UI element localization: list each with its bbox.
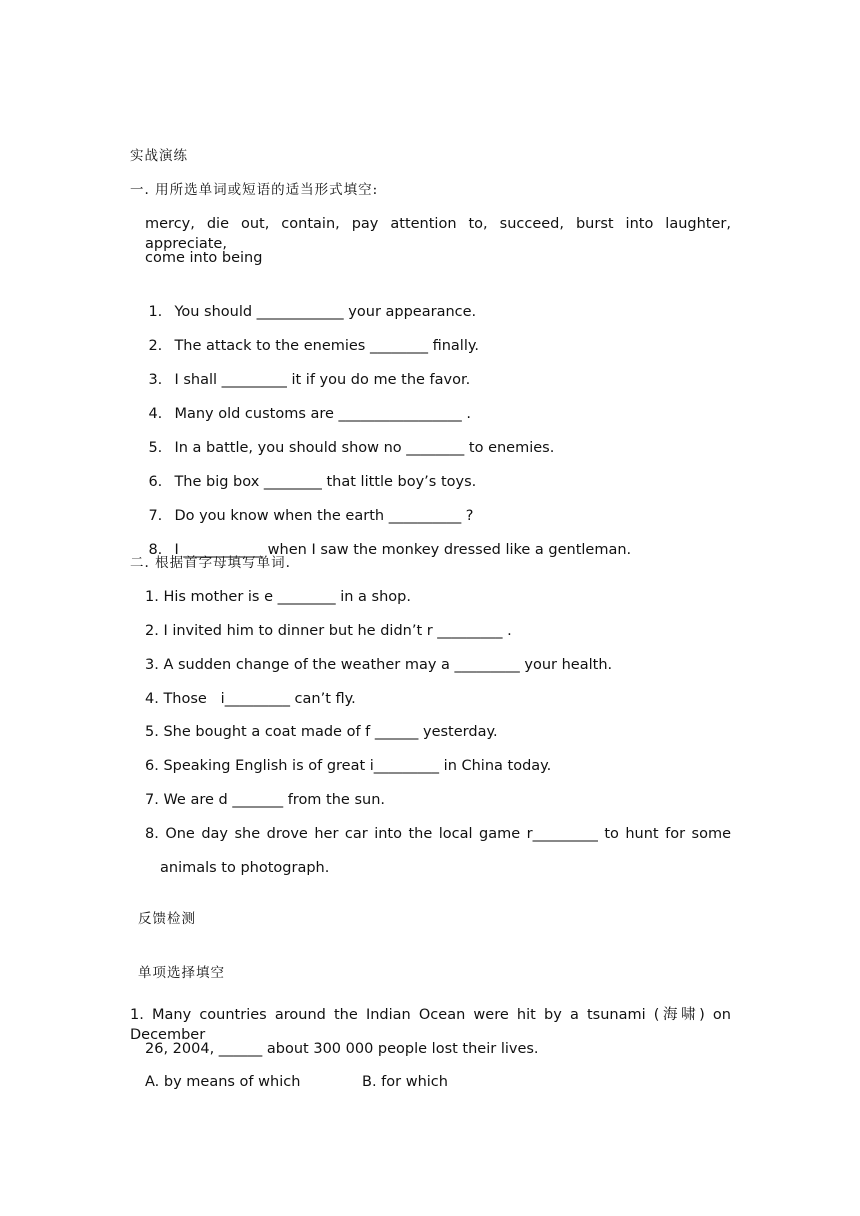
section-title-practice: 实战演练 <box>130 148 188 164</box>
exercise-item: 3. A sudden change of the weather may a _________ your health. <box>145 657 613 673</box>
option-b: B. for which <box>362 1074 448 1090</box>
word-bank-line-1: mercy, die out, contain, pay attention to, succeed, burst into laughter, appreciate, <box>145 216 731 252</box>
exercise-item: 8. One day she drove her car into the local game r_________ to hunt for some <box>145 826 731 842</box>
exercise-item: 6. Speaking English is of great i_________ in China today. <box>145 758 552 774</box>
part2-heading: 二. 根据首字母填写单词. <box>130 555 291 571</box>
item-number: 5. <box>148 440 163 456</box>
item-text: I shall _________ it if you do me the favor. <box>174 372 471 388</box>
exercise-item-continuation: animals to photograph. <box>160 860 330 876</box>
item-text: The attack to the enemies ________ finally. <box>174 338 479 354</box>
section-subtitle: 单项选择填空 <box>138 965 225 981</box>
item-text: You should ____________ your appearance. <box>174 304 477 320</box>
item-number: 4. <box>148 406 163 422</box>
item-number: 3. <box>148 372 163 388</box>
exercise-item: 4. Those i_________ can’t fly. <box>145 691 356 707</box>
exercise-item: 7. We are d _______ from the sun. <box>145 792 385 808</box>
item-text: Do you know when the earth __________ ? <box>174 508 474 524</box>
exercise-item: 5. She bought a coat made of f ______ yesterday. <box>145 724 498 740</box>
question-line-2: 26, 2004, ______ about 300 000 people lost their lives. <box>145 1041 539 1057</box>
item-text: The big box ________ that little boy’s toys. <box>174 474 477 490</box>
item-number: 2. <box>148 338 163 354</box>
item-number: 8. <box>148 542 163 558</box>
part1-heading: 一. 用所选单词或短语的适当形式填空: <box>130 182 379 198</box>
word-bank-line-2: come into being <box>145 250 263 266</box>
exercise-item: 1. His mother is e ________ in a shop. <box>145 589 411 605</box>
question-line-1: 1. Many countries around the Indian Ocean were hit by a tsunami (海啸) on December <box>130 1007 731 1043</box>
exercise-item: 2. I invited him to dinner but he didn’t r _________ . <box>145 623 512 639</box>
item-number: 6. <box>148 474 163 490</box>
item-number: 1. <box>148 304 163 320</box>
section-title-feedback: 反馈检测 <box>138 911 196 927</box>
item-text: In a battle, you should show no ________ to enemies. <box>174 440 555 456</box>
item-text: I ___________ when I saw the monkey dressed like a gentleman. <box>174 542 632 558</box>
item-text: Many old customs are _________________ . <box>174 406 472 422</box>
option-a: A. by means of which <box>145 1074 301 1090</box>
item-number: 7. <box>148 508 163 524</box>
